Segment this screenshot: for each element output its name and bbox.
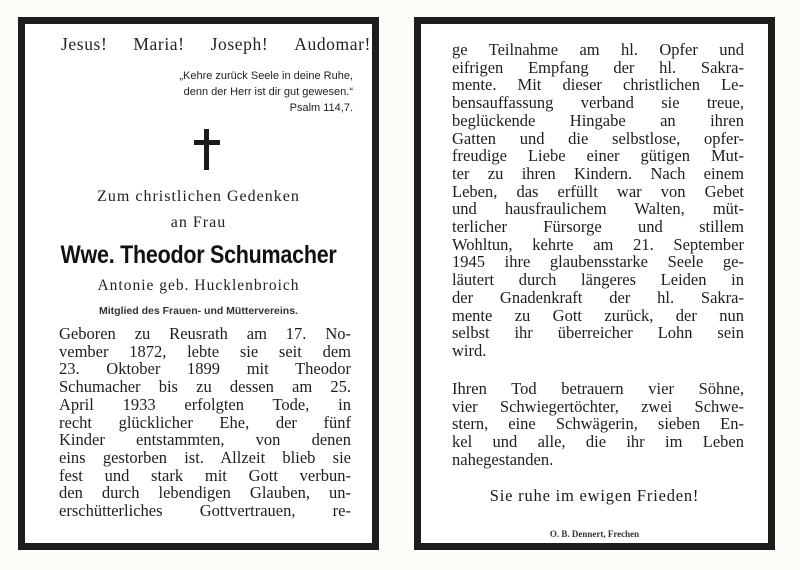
text-line: der Gnadenkraft der hl. Sakra- — [452, 287, 744, 307]
text-line: und hausfraulichem Walten, müt- — [452, 199, 744, 219]
text-line: ge Teilnahme am hl. Opfer und — [452, 40, 744, 59]
text-line: bensauffassung verband sie treue, — [452, 93, 744, 113]
text-line: beglückende Hingabe an ihren — [452, 110, 744, 130]
text-line: läutert durch längeres Leiden in — [452, 270, 744, 290]
invocation-word: Jesus! — [61, 34, 108, 54]
text-line: Kinder entstammten, von denen — [59, 430, 351, 450]
text-line: Leben, das erfüllt war von Gebet — [452, 181, 744, 201]
text-line: mente zu Gott zurück, der nun — [452, 305, 744, 325]
deceased-name: Wwe. Theodor Schumacher — [60, 241, 337, 269]
biography-continued-text — [452, 41, 744, 360]
psalm-line: denn der Herr ist dir gut gewesen.“ — [183, 86, 353, 98]
text-line: selbst ihr überreicher Lohn sein — [452, 323, 744, 343]
text-line: erschütterliches Gottvertrauen, re- — [59, 501, 351, 521]
text-line: ter zu ihren Kindern. Nach einem — [452, 163, 744, 183]
text-line: recht glücklicher Ehe, der fünf — [59, 412, 351, 432]
text-line: nahegestanden. — [452, 449, 554, 469]
invocation-word: Audomar! — [294, 34, 371, 54]
text-line: vember 1872, lebte sie seit dem — [59, 341, 351, 361]
text-line: terlicher Fürsorge und stillem — [452, 217, 744, 237]
text-line: Gatten und die selbstlose, opfer- — [452, 128, 744, 148]
text-line: Geboren zu Reusrath am 17. No- — [59, 324, 351, 343]
memorial-heading: Zum christlichen Gedenken — [97, 188, 300, 205]
invocation-line — [61, 34, 371, 55]
psalm-line: „Kehre zurück Seele in deine Ruhe, — [179, 70, 353, 82]
text-line: eifrigen Empfang der hl. Sakra- — [452, 57, 744, 77]
memorial-card-front — [18, 17, 379, 550]
psalm-quote — [179, 68, 353, 116]
text-line: April 1933 erfolgten Tode, in — [59, 394, 351, 414]
printer-imprint: O. B. Dennert, Frechen — [549, 529, 640, 539]
text-line: mente. Mit dieser christlichen Le- — [452, 75, 744, 95]
text-line: Wohltun, kehrte am 21. September — [452, 234, 744, 254]
biography-text — [59, 325, 351, 520]
invocation-word: Joseph! — [210, 34, 269, 54]
text-line: 23. Oktober 1899 mit Theodor — [59, 359, 351, 379]
mourners-text — [452, 380, 744, 469]
text-line: kel und alle, die ihr im Leben — [452, 432, 744, 452]
psalm-reference: Psalm 114,7. — [289, 102, 353, 114]
text-line: den durch lebendigen Glauben, un- — [59, 483, 351, 503]
text-line: fest und stark mit Gott verbun- — [59, 465, 351, 485]
text-line: vier Schwiegertöchter, zwei Schwe- — [452, 396, 744, 416]
text-line: 1945 ihre glaubensstarke Seele ge- — [452, 252, 744, 272]
invocation-word: Maria! — [133, 34, 185, 54]
text-line: Ihren Tod betrauern vier Söhne, — [452, 379, 744, 398]
text-line: Schumacher bis zu dessen am 25. — [59, 377, 351, 397]
text-line: wird. — [452, 340, 487, 360]
maiden-name: Antonie geb. Hucklenbroich — [97, 277, 300, 294]
memorial-card-back — [414, 17, 775, 550]
memorial-subheading: an Frau — [170, 214, 227, 231]
text-line: eins gestorben ist. Allzeit blieb sie — [59, 447, 351, 467]
cross-icon — [194, 129, 220, 170]
text-line: stern, eine Schwägerin, sieben En- — [452, 414, 744, 434]
membership-note: Mitglied des Frauen- und Müttervereins. — [99, 305, 298, 317]
closing-blessing: Sie ruhe im ewigen Frieden! — [489, 486, 700, 505]
text-line: freudige Liebe einer gütigen Mut- — [452, 146, 744, 166]
